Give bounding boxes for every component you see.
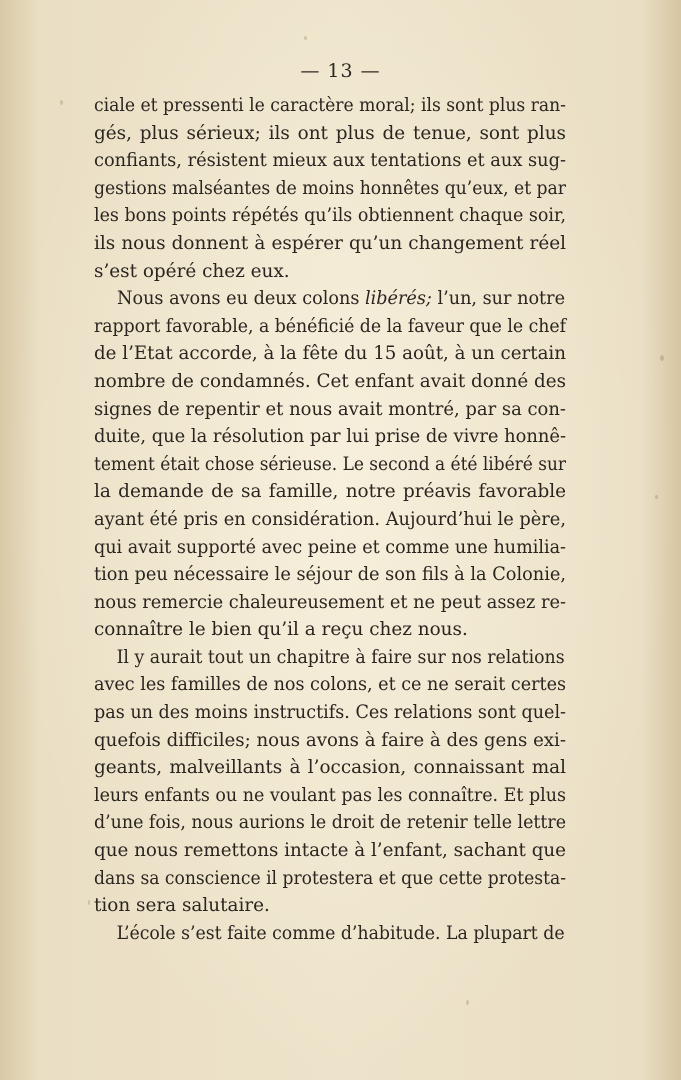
text-line: pas un des moins instructifs. Ces relations sont quel- bbox=[94, 702, 566, 724]
text-line: signes de repentir et nous avait montré, par sa con- bbox=[94, 398, 566, 420]
text-line: quefois difficiles; nous avons à faire à des gens exi- bbox=[94, 729, 566, 751]
text-line: rapport favorable, a bénéficié de la faveur que le chef bbox=[94, 315, 566, 337]
text-line: de l’Etat accorde, à la fête du 15 août, à un certain bbox=[94, 343, 566, 365]
text-line: qui avait supporté avec peine et comme une humilia- bbox=[94, 536, 566, 558]
text-line: geants, malveillants à l’occasion, connaissant mal bbox=[94, 757, 566, 779]
text-line: L’école s’est faite comme d’habitude. La plupart de bbox=[116, 922, 565, 944]
text-line: Nous avons eu deux colons libérés; l’un, sur notre bbox=[117, 288, 566, 310]
text-line: les bons points répétés qu’ils obtiennent chaque soir, bbox=[94, 205, 566, 227]
paper-spot bbox=[655, 495, 658, 499]
text-line: que nous remettons intacte à l’enfant, sachant que bbox=[94, 840, 566, 862]
text-line: tion peu nécessaire le séjour de son fils à la Colonie, bbox=[94, 564, 566, 586]
text-line: nous remercie chaleureusement et ne peut assez re- bbox=[94, 591, 566, 613]
paper-spot bbox=[466, 1000, 469, 1005]
text-line: tement était chose sérieuse. Le second a été libéré sur bbox=[94, 453, 566, 475]
text-line: gés, plus sérieux; ils ont plus de tenue, sont plus bbox=[94, 122, 566, 144]
text-line: confiants, résistent mieux aux tentations et aux sug- bbox=[94, 150, 566, 172]
paper-spot bbox=[304, 36, 307, 40]
text-line: tion sera salutaire. bbox=[94, 895, 270, 917]
text-line: d’une fois, nous aurions le droit de retenir telle lettre bbox=[94, 812, 566, 834]
text-line: dans sa conscience il protestera et que cette protesta- bbox=[94, 867, 566, 889]
text-line: ciale et pressenti le caractère moral; ils sont plus ran- bbox=[94, 95, 566, 116]
body-text bbox=[94, 92, 566, 947]
text-line: ayant été pris en considération. Aujourd’hui le père, bbox=[94, 508, 566, 530]
paper-spot bbox=[88, 900, 90, 905]
text-line: Il y aurait tout un chapitre à faire sur nos relations bbox=[116, 646, 565, 668]
paper-spot bbox=[60, 100, 63, 105]
text-line: connaître le bien qu’il a reçu chez nous. bbox=[94, 619, 468, 641]
paper-spot bbox=[660, 355, 664, 361]
page-number: — 13 — bbox=[300, 60, 381, 82]
text-line: s’est opéré chez eux. bbox=[94, 260, 290, 282]
text-line: ils nous donnent à espérer qu’un changement réel bbox=[94, 232, 566, 254]
text-line: gestions malséantes de moins honnêtes qu’eux, et par bbox=[94, 177, 566, 199]
text-line: avec les familles de nos colons, et ce ne serait certes bbox=[94, 674, 566, 696]
text-line: nombre de condamnés. Cet enfant avait donné des bbox=[94, 370, 566, 392]
text-line: la demande de sa famille, notre préavis favorable bbox=[94, 481, 566, 503]
text-line: duite, que la résolution par lui prise de vivre honnê- bbox=[94, 426, 566, 448]
text-line: leurs enfants ou ne voulant pas les connaître. Et plus bbox=[94, 784, 566, 806]
